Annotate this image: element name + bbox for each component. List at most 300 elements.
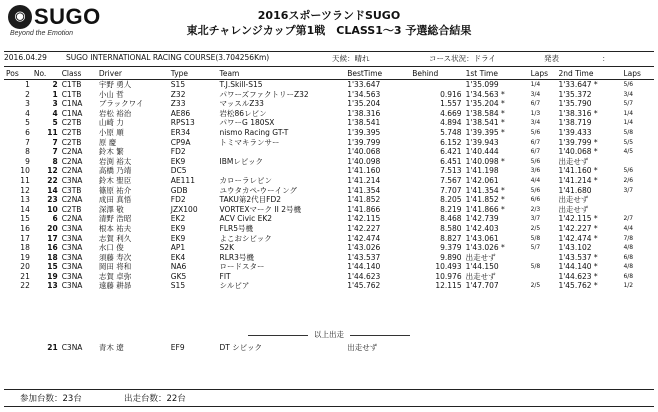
first-time-cell: 1'39.395 * — [465, 127, 505, 137]
behind-cell: 8.468 — [440, 214, 462, 224]
event-title: 2016スポーツランドSUGO — [257, 9, 401, 22]
no-cell: 15 — [47, 262, 58, 272]
class-cell: C1NA — [61, 108, 83, 118]
header-rule — [4, 66, 654, 67]
behind-cell: 5.748 — [440, 127, 462, 137]
behind-cell: 6.451 — [440, 156, 462, 166]
col-team: Team — [218, 68, 346, 80]
besttime-cell: 1'41.852 — [347, 195, 381, 205]
behind-cell: 8.219 — [440, 204, 462, 214]
pos-cell: 10 — [20, 166, 30, 176]
behind-cell: 6.421 — [440, 147, 462, 157]
class-cell: C2NA — [61, 166, 83, 176]
second-laps-cell: 1/4 — [623, 109, 634, 117]
driver-cell: 鈴木 繁 — [98, 147, 124, 157]
pos-cell: 1 — [25, 80, 30, 89]
announce-time: ： — [602, 54, 610, 63]
first-laps-cell: 6/7 — [530, 148, 541, 156]
besttime-cell: 1'41.354 — [347, 185, 381, 195]
second-time-cell: 1'43.537 * — [558, 252, 598, 262]
result-row — [4, 157, 654, 167]
result-row — [4, 128, 654, 138]
result-row — [4, 253, 654, 263]
first-laps-cell: 5/7 — [530, 244, 541, 252]
first-laps-cell: 6/6 — [530, 196, 541, 204]
result-row — [4, 214, 654, 224]
first-time-cell: 1'43.026 * — [465, 243, 505, 253]
second-time-cell: 1'43.102 — [558, 243, 592, 253]
besttime-cell: 1'41.160 — [347, 166, 381, 176]
type-cell: ER34 — [170, 127, 191, 137]
behind-cell — [410, 80, 463, 90]
behind-cell: 1.557 — [440, 99, 462, 109]
second-laps-cell: 5/5 — [623, 138, 634, 146]
driver-cell: 篠原 祐介 — [98, 185, 132, 195]
type-cell: S15 — [170, 80, 186, 89]
second-time-cell: 1'38.719 — [558, 118, 592, 128]
result-row — [4, 262, 654, 272]
dns-row — [4, 341, 654, 353]
first-laps-cell — [529, 253, 557, 263]
team-cell: DT シビック — [219, 342, 262, 352]
behind-cell: 4.669 — [440, 108, 462, 118]
first-laps-cell: 5/8 — [530, 263, 541, 271]
col-pos: Pos — [4, 68, 32, 80]
no-cell: 21 — [47, 342, 58, 352]
type-cell: FD2 — [170, 147, 186, 157]
team-cell: トミマキランサー — [219, 137, 280, 147]
second-time-cell: 出走せず — [558, 195, 589, 205]
driver-cell: 成田 真悟 — [98, 195, 132, 205]
first-time-cell: 1'42.061 — [465, 175, 499, 185]
result-row — [4, 138, 654, 148]
behind-cell: 0.916 — [440, 89, 462, 99]
no-cell: 5 — [52, 118, 58, 128]
first-time-cell: 1'41.198 — [465, 166, 499, 176]
separator-line-right — [350, 335, 410, 336]
team-cell: パワーG 180SX — [219, 118, 275, 128]
col-1st-time: 1st Time — [464, 68, 529, 80]
no-cell: 23 — [47, 195, 58, 205]
starters-count: 出走台数：22台 — [124, 394, 186, 404]
team-cell — [218, 166, 346, 176]
pos-cell: 14 — [20, 204, 30, 214]
dns-table — [4, 341, 654, 353]
driver-cell: ブラックワイ — [98, 99, 144, 109]
type-cell: AE86 — [170, 108, 191, 118]
team-cell: カローラレビン — [219, 175, 273, 185]
empty-cell — [464, 341, 529, 353]
second-laps-cell: 4/8 — [623, 263, 634, 271]
footer — [4, 389, 654, 407]
second-time-cell: 出走せず — [558, 204, 589, 214]
driver-cell: 岩渕 裕太 — [98, 156, 132, 166]
first-laps-cell — [529, 272, 557, 282]
result-row — [4, 99, 654, 109]
class-cell: C3NA — [61, 271, 83, 281]
driver-cell: 清野 浩昭 — [98, 214, 132, 224]
col-laps-1: Laps — [529, 68, 557, 80]
type-cell: EK9 — [170, 223, 186, 233]
empty-cell — [556, 341, 621, 353]
first-laps-cell: 6/7 — [530, 138, 541, 146]
result-row — [4, 109, 654, 119]
driver-cell: 山崎 力 — [98, 118, 124, 128]
type-cell: CP9A — [170, 137, 191, 147]
second-laps-cell: 5/7 — [623, 100, 634, 108]
team-cell: TAKU第2代目FD2 — [219, 195, 281, 205]
col-class: Class — [60, 68, 97, 80]
pos-cell — [4, 341, 32, 353]
col-driver: Driver — [97, 68, 169, 80]
result-row — [4, 205, 654, 215]
first-time-cell: 1'42.739 — [465, 214, 499, 224]
besttime-cell: 1'44.140 — [347, 262, 381, 272]
type-cell: RPS13 — [170, 118, 195, 128]
result-row — [4, 234, 654, 244]
first-laps-cell: 1/3 — [530, 109, 541, 117]
second-time-cell: 1'44.140 * — [558, 262, 598, 272]
behind-cell: 7.707 — [440, 185, 462, 195]
class-cell: C3TB — [61, 185, 82, 195]
team-cell: FIT — [219, 271, 231, 281]
course-name: SUGO INTERNATIONAL RACING COURSE(3.704256Km) — [66, 53, 270, 62]
second-laps-cell: 3/4 — [623, 90, 634, 98]
date: 2016.04.29 — [4, 53, 47, 62]
result-row — [4, 195, 654, 205]
empty-cell — [410, 341, 463, 353]
result-row — [4, 166, 654, 176]
type-cell: S15 — [170, 281, 186, 291]
driver-cell: 岡田 将和 — [98, 262, 132, 272]
first-time-cell: 1'41.866 * — [465, 204, 505, 214]
besttime-cell: 1'39.395 — [347, 127, 381, 137]
pos-cell: 6 — [25, 127, 30, 137]
no-cell: 4 — [52, 108, 58, 118]
pos-cell: 18 — [20, 243, 30, 253]
driver-cell: 岩松 裕治 — [98, 108, 132, 118]
separator-label: 以上出走 — [314, 330, 344, 339]
first-time-cell: 1'41.354 * — [465, 185, 505, 195]
class-cell: C3NA — [61, 342, 83, 352]
behind-cell: 9.379 — [440, 243, 462, 253]
second-laps-cell: 7/8 — [623, 234, 634, 242]
no-cell: 7 — [52, 137, 58, 147]
result-row — [4, 118, 654, 128]
second-laps-cell — [621, 205, 654, 215]
driver-cell: 小原 順 — [98, 127, 124, 137]
no-cell: 2 — [52, 80, 58, 89]
first-laps-cell: 4/4 — [530, 176, 541, 184]
pos-cell: 15 — [20, 214, 30, 224]
second-laps-cell: 2/6 — [623, 176, 634, 184]
second-time-cell: 1'40.068 * — [558, 147, 598, 157]
second-laps-cell: 4/4 — [623, 224, 634, 232]
separator-line-left — [248, 335, 308, 336]
first-time-cell: 1'41.852 * — [465, 195, 505, 205]
driver-cell: 根本 祐夫 — [98, 223, 132, 233]
class-cell: C2TB — [61, 204, 82, 214]
pos-cell: 19 — [20, 252, 30, 262]
driver-cell: 遠藤 耕昴 — [98, 281, 132, 291]
first-laps-cell: 5/6 — [530, 157, 541, 165]
no-cell: 18 — [47, 252, 58, 262]
behind-cell: 8.205 — [440, 195, 462, 205]
second-laps-cell — [621, 195, 654, 205]
besttime-cell: 1'38.541 — [347, 118, 381, 128]
first-time-cell: 出走せず — [465, 252, 496, 262]
driver-cell: 小山 哲 — [98, 89, 124, 99]
type-cell: EK2 — [170, 214, 186, 224]
no-cell: 6 — [52, 214, 58, 224]
driver-cell: 高橋 乃靖 — [98, 166, 132, 176]
second-time-cell: 1'38.316 * — [558, 108, 598, 118]
first-laps-cell: 2/5 — [530, 224, 541, 232]
class-cell: C3NA — [61, 223, 83, 233]
behind-cell: 4.894 — [440, 118, 462, 128]
pos-cell: 16 — [20, 223, 30, 233]
pos-cell: 8 — [25, 147, 30, 157]
second-laps-cell: 6/8 — [623, 272, 634, 280]
class-cell: C2NA — [61, 147, 83, 157]
class-cell: C1TB — [61, 80, 82, 89]
second-time-cell: 1'39.433 — [558, 127, 592, 137]
second-laps-cell — [621, 157, 654, 167]
second-laps-cell: 1/2 — [623, 282, 634, 290]
result-row — [4, 186, 654, 196]
started-separator — [4, 329, 654, 340]
driver-cell: 鈴木 聖臣 — [98, 175, 132, 185]
driver-cell: 志賀 利久 — [98, 233, 132, 243]
pos-cell: 22 — [20, 281, 30, 291]
besttime-cell: 1'40.098 — [347, 156, 381, 166]
team-cell: IBMレビック — [219, 156, 264, 166]
first-time-cell: 1'39.943 — [465, 137, 499, 147]
pos-cell: 9 — [25, 156, 30, 166]
besttime-cell: 1'43.026 — [347, 243, 381, 253]
weather: 天候：晴れ — [332, 54, 370, 63]
besttime-cell: 1'39.799 — [347, 137, 381, 147]
team-cell: RLR3号機 — [219, 252, 254, 262]
course-condition: コース状況：ドライ — [429, 54, 496, 63]
type-cell: JZX100 — [170, 204, 198, 214]
class-cell: C3NA — [61, 262, 83, 272]
results-title: 東北チャレンジカップ第1戦 CLASS1～3 予選総合結果 — [186, 24, 472, 37]
besttime-cell: 1'41.214 — [347, 175, 381, 185]
no-cell: 22 — [47, 175, 58, 185]
table-header-row — [4, 68, 654, 80]
class-cell: C3NA — [61, 281, 83, 291]
pos-cell: 13 — [20, 195, 30, 205]
driver-cell: 青木 遼 — [98, 342, 124, 352]
second-laps-cell: 5/6 — [623, 81, 634, 88]
class-cell: C3NA — [61, 233, 83, 243]
col-type: Type — [169, 68, 218, 80]
second-time-cell: 1'41.214 * — [558, 175, 598, 185]
driver-cell: 水口 俊 — [98, 243, 124, 253]
col-besttime: BestTime — [345, 68, 410, 80]
top-rule — [4, 51, 654, 52]
no-cell: 20 — [47, 223, 58, 233]
driver-cell: 志賀 卓弥 — [98, 271, 132, 281]
besttime-cell: 1'41.866 — [347, 204, 381, 214]
pos-cell: 20 — [20, 262, 30, 272]
first-laps-cell: 6/7 — [530, 100, 541, 108]
first-laps-cell: 1/4 — [530, 81, 541, 88]
no-cell: 12 — [47, 166, 58, 176]
type-cell: NA6 — [170, 262, 187, 272]
driver-cell: 須藤 寿次 — [98, 252, 132, 262]
class-cell: C3NA — [61, 243, 83, 253]
info-row — [4, 53, 654, 65]
logo-mark-icon: ◉ — [8, 5, 32, 29]
result-row — [4, 176, 654, 186]
driver-cell: 宇野 勇人 — [98, 80, 132, 89]
second-time-cell: 1'33.647 * — [558, 80, 598, 89]
pos-cell: 17 — [20, 233, 30, 243]
result-row — [4, 90, 654, 100]
no-cell: 19 — [47, 271, 58, 281]
second-laps-cell: 6/8 — [623, 253, 634, 261]
team-cell: ACV Civic EK2 — [219, 214, 273, 224]
team-cell: 岩松86レビン — [219, 108, 267, 118]
pos-cell: 3 — [25, 99, 30, 109]
results-table — [4, 68, 654, 291]
first-laps-cell: 3/4 — [530, 119, 541, 127]
second-laps-cell: 5/6 — [623, 167, 634, 175]
type-cell: AP1 — [170, 243, 186, 253]
driver-cell: 原 慶 — [98, 137, 117, 147]
type-cell: EK9 — [170, 233, 186, 243]
first-time-cell: 出走せず — [465, 271, 496, 281]
first-laps-cell: 2/3 — [530, 205, 541, 213]
no-cell: 17 — [47, 233, 58, 243]
entries-count: 参加台数：23台 — [20, 394, 82, 404]
class-cell: C3NA — [61, 252, 83, 262]
pos-cell: 2 — [25, 89, 30, 99]
besttime-cell: 1'34.563 — [347, 89, 381, 99]
team-cell — [218, 147, 346, 157]
behind-cell: 7.567 — [440, 175, 462, 185]
second-time-cell: 1'42.115 * — [558, 214, 598, 224]
besttime-cell: 1'35.204 — [347, 99, 381, 109]
second-laps-cell: 1/4 — [623, 119, 634, 127]
second-time-cell: 1'35.372 — [558, 89, 592, 99]
type-cell: Z33 — [170, 99, 186, 109]
first-laps-cell: 2/5 — [530, 282, 541, 290]
second-time-cell: 1'42.227 * — [558, 223, 598, 233]
second-laps-cell: 4/5 — [623, 148, 634, 156]
first-time-cell: 1'38.541 * — [465, 118, 505, 128]
team-cell: ユウタカペ-ウーイング — [219, 185, 298, 195]
besttime-cell: 1'44.623 — [347, 271, 381, 281]
first-time-cell: 1'38.584 * — [465, 108, 505, 118]
result-row — [4, 272, 654, 282]
class-cell: C2TB — [61, 127, 82, 137]
result-row — [4, 281, 654, 291]
team-cell: S2K — [219, 243, 234, 253]
second-time-cell: 1'45.762 * — [558, 281, 598, 291]
type-cell: EF9 — [170, 342, 185, 352]
pos-cell: 11 — [20, 175, 30, 185]
empty-cell — [529, 341, 557, 353]
second-laps-cell: 2/7 — [623, 215, 634, 223]
result-row — [4, 80, 654, 90]
col-2nd-time: 2nd Time — [556, 68, 621, 80]
no-cell: 16 — [47, 243, 58, 253]
second-time-cell: 1'41.160 * — [558, 166, 598, 176]
col-laps-2: Laps — [621, 68, 654, 80]
besttime-cell: 1'40.068 — [347, 147, 381, 157]
behind-cell: 12.115 — [435, 281, 462, 291]
team-cell: シルビア — [219, 281, 250, 291]
result-row — [4, 224, 654, 234]
pos-cell: 5 — [25, 118, 30, 128]
first-time-cell: 1'44.150 — [465, 262, 499, 272]
pos-cell: 4 — [25, 108, 30, 118]
team-cell: nismo Racing GT-T — [219, 127, 289, 137]
first-time-cell: 1'43.061 — [465, 233, 499, 243]
behind-cell: 7.513 — [440, 166, 462, 176]
result-row — [4, 243, 654, 253]
besttime-cell: 1'42.227 — [347, 223, 381, 233]
no-cell: 3 — [52, 99, 58, 109]
pos-cell: 21 — [20, 271, 30, 281]
second-laps-cell: 4/8 — [623, 244, 634, 252]
besttime-cell: 1'33.647 — [347, 80, 381, 89]
col-behind: Behind — [410, 68, 463, 80]
besttime-cell: 1'42.474 — [347, 233, 381, 243]
no-cell: 1 — [52, 89, 58, 99]
first-time-cell: 1'40.098 * — [465, 156, 505, 166]
pos-cell: 7 — [25, 137, 30, 147]
besttime-cell: 1'38.316 — [347, 108, 381, 118]
second-time-cell: 1'44.623 * — [558, 271, 598, 281]
logo-brand: SUGO — [34, 4, 101, 29]
behind-cell: 10.976 — [435, 271, 462, 281]
behind-cell: 9.890 — [440, 252, 462, 262]
besttime-cell: 1'43.537 — [347, 252, 381, 262]
second-time-cell: 1'39.799 * — [558, 137, 598, 147]
first-laps-cell: 3/7 — [530, 215, 541, 223]
first-laps-cell: 5/6 — [530, 186, 541, 194]
first-time-cell: 1'34.563 * — [465, 89, 505, 99]
second-time-cell: 1'42.474 * — [558, 233, 598, 243]
first-time-cell: 1'35.204 * — [465, 99, 505, 109]
second-time-cell: 出走せず — [558, 156, 589, 166]
class-cell: C2NA — [61, 195, 83, 205]
class-cell: C3NA — [61, 175, 83, 185]
second-laps-cell: 5/8 — [623, 128, 634, 136]
type-cell: EK4 — [170, 252, 186, 262]
second-time-cell: 1'35.790 — [558, 99, 592, 109]
class-cell: C2NA — [61, 156, 83, 166]
result-row — [4, 147, 654, 157]
behind-cell: 8.580 — [440, 223, 462, 233]
empty-cell — [621, 341, 654, 353]
no-cell: 11 — [47, 127, 58, 137]
type-cell: GDB — [170, 185, 188, 195]
first-laps-cell: 5/6 — [530, 128, 541, 136]
besttime-cell: 1'42.115 — [347, 214, 381, 224]
no-cell: 13 — [47, 281, 58, 291]
team-cell: よこおシビック — [219, 233, 272, 243]
pos-cell: 12 — [20, 185, 30, 195]
no-cell: 14 — [47, 185, 58, 195]
announce-label: 発表 — [544, 54, 559, 63]
behind-cell: 6.152 — [440, 137, 462, 147]
logo-tagline: Beyond the Emotion — [10, 30, 74, 37]
